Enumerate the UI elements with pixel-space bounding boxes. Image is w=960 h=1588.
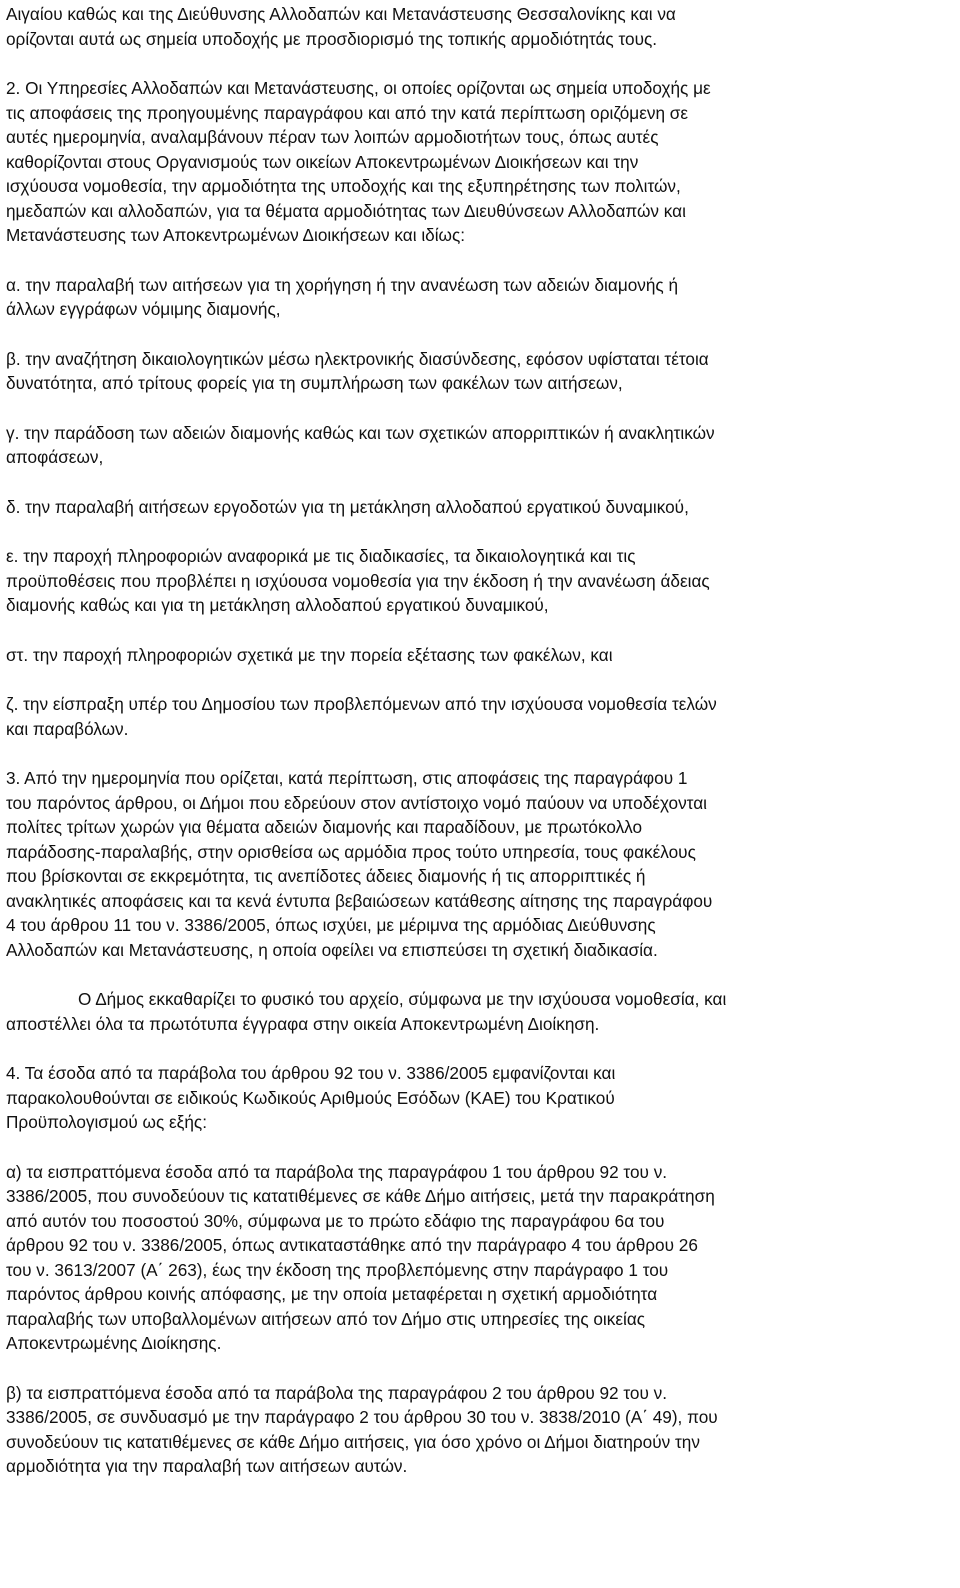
paragraph-2-item-c: γ. την παράδοση των αδειών διαμονής καθώς και των σχετικών απορριπτικών ή ανακλητικών αποφάσεων, bbox=[6, 422, 715, 467]
paragraph-4-item-a: α) τα εισπραττόμενα έσοδα από τα παράβολα της παραγράφου 1 του άρθρου 92 του ν. 3386/2005, που συνοδεύουν τις κατατιθέμενες σε κάθε Δήμο αιτήσεις, μετά την παρακράτηση από αυτόν του ποσοστού 30%, σύμφωνα με το πρώτο εδάφιο της παραγράφου 6α του άρθρου 92 του ν. 3386/2005, όπως αντικαταστάθηκε από την παράγραφο 4 του άρθρου 26 του ν. 3613/2007 (Α΄ 263), έως την έκδοση της προβλεπόμενης στην παράγραφο 1 του παρόντος άρθρου κοινής απόφασης, με την οποία μεταφέρεται η σχετική αρμοδιότητα παραλαβής των υποβαλλομένων αιτήσεων από τον Δήμο στις υπηρεσίες της οικείας Αποκεντρωμένης Διοίκησης. bbox=[6, 1161, 715, 1353]
paragraph-intro-tail: Αιγαίου καθώς και της Διεύθυνσης Αλλοδαπών και Μετανάστευσης Θεσσαλονίκης και να ορίζονται αυτά ως σημεία υποδοχής με προσδιορισμό της τοπικής αρμοδιότητάς τους. bbox=[6, 4, 676, 49]
paragraph-3: 3. Από την ημερομηνία που ορίζεται, κατά περίπτωση, στις αποφάσεις της παραγράφου 1 του παρόντος άρθρου, οι Δήμοι που εδρεύουν στον αντίστοιχο νομό παύουν να υποδέχονται πολίτες τρίτων χωρών για θέματα αδειών διαμονής και παραδίδουν, με πρωτόκολλο παράδοσης-παραλαβής, στην ορισθείσα ως αρμόδια προς τούτο υπηρεσία, τους φακέλους που βρίσκονται σε εκκρεμότητα, τις ανεπίδοτες άδειες διαμονής ή τις απορριπτικές ή ανακλητικές αποφάσεις και τα κενά έντυπα βεβαιώσεων κατάθεσης αίτησης της παραγράφου 4 του άρθρου 11 του ν. 3386/2005, όπως ισχύει, με μέριμνα της αρμόδιας Διεύθυνσης Αλλοδαπών και Μετανάστευσης, η οποία οφείλει να επισπεύσει τη σχετική διαδικασία. bbox=[6, 768, 713, 960]
paragraph-2-item-z: ζ. την είσπραξη υπέρ του Δημοσίου των προβλεπόμενων από την ισχύουσα νομοθεσία τελών και παραβόλων. bbox=[6, 694, 717, 739]
paragraph-2-item-d: δ. την παραλαβή αιτήσεων εργοδοτών για τη μετάκληση αλλοδαπού εργατικού δυναμικού, bbox=[6, 496, 689, 517]
paragraph-2-item-st: στ. την παροχή πληροφοριών σχετικά με την πορεία εξέτασης των φακέλων, και bbox=[6, 644, 613, 665]
paragraph-2-item-a: α. την παραλαβή των αιτήσεων για τη χορήγηση ή την ανανέωση των αδειών διαμονής ή άλλων εγγράφων νόμιμης διαμονής, bbox=[6, 274, 679, 319]
document-page bbox=[6, 2, 950, 1479]
paragraph-2-item-e: ε. την παροχή πληροφοριών αναφορικά με τις διαδικασίες, τα δικαιολογητικά και τις προϋποθέσεις που προβλέπει η ισχύουσα νομοθεσία για την έκδοση ή την ανανέωση άδειας διαμονής καθώς και για τη μετάκληση αλλοδαπού εργατικού δυναμικού, bbox=[6, 546, 710, 615]
paragraph-3-municipality-archive: Ο Δήμος εκκαθαρίζει το φυσικό του αρχείο, σύμφωνα με την ισχύουσα νομοθεσία, και αποστέλλει όλα τα πρωτότυπα έγγραφα στην οικεία Αποκεντρωμένη Διοίκηση. bbox=[6, 989, 727, 1034]
paragraph-4-item-b: β) τα εισπραττόμενα έσοδα από τα παράβολα της παραγράφου 2 του άρθρου 92 του ν. 3386/2005, σε συνδυασμό με την παράγραφο 2 του άρθρου 30 του ν. 3838/2010 (Α΄ 49), που συνοδεύουν τις κατατιθέμενες σε κάθε Δήμο αιτήσεις, για όσο χρόνο οι Δήμοι διατηρούν την αρμοδιότητα για την παραλαβή των αιτήσεων αυτών. bbox=[6, 1382, 718, 1476]
paragraph-2: 2. Οι Υπηρεσίες Αλλοδαπών και Μετανάστευσης, οι οποίες ορίζονται ως σημεία υποδοχής με τις αποφάσεις της προηγουμένης παραγράφου και από την κατά περίπτωση οριζόμενη σε αυτές ημερομηνία, αναλαμβάνουν πέραν των λοιπών αρμοδιοτήτων τους, όπως αυτές καθορίζονται στους Οργανισμούς των οικείων Αποκεντρωμένων Διοικήσεων και την ισχύουσα νομοθεσία, την αρμοδιότητα της υποδοχής και της εξυπηρέτησης των πολιτών, ημεδαπών και αλλοδαπών, για τα θέματα αρμοδιότητας των Διευθύνσεων Αλλοδαπών και Μετανάστευσης των Αποκεντρωμένων Διοικήσεων και ιδίως: bbox=[6, 78, 711, 245]
paragraph-2-item-b: β. την αναζήτηση δικαιολογητικών μέσω ηλεκτρονικής διασύνδεσης, εφόσον υφίσταται τέτοια δυνατότητα, από τρίτους φορείς για τη συμπλήρωση των φακέλων των αιτήσεων, bbox=[6, 348, 709, 393]
paragraph-4: 4. Τα έσοδα από τα παράβολα του άρθρου 92 του ν. 3386/2005 εμφανίζονται και παρακολουθούνται σε ειδικούς Κωδικούς Αριθμούς Εσόδων (ΚΑΕ) του Κρατικού Προϋπολογισμού ως εξής: bbox=[6, 1063, 616, 1132]
